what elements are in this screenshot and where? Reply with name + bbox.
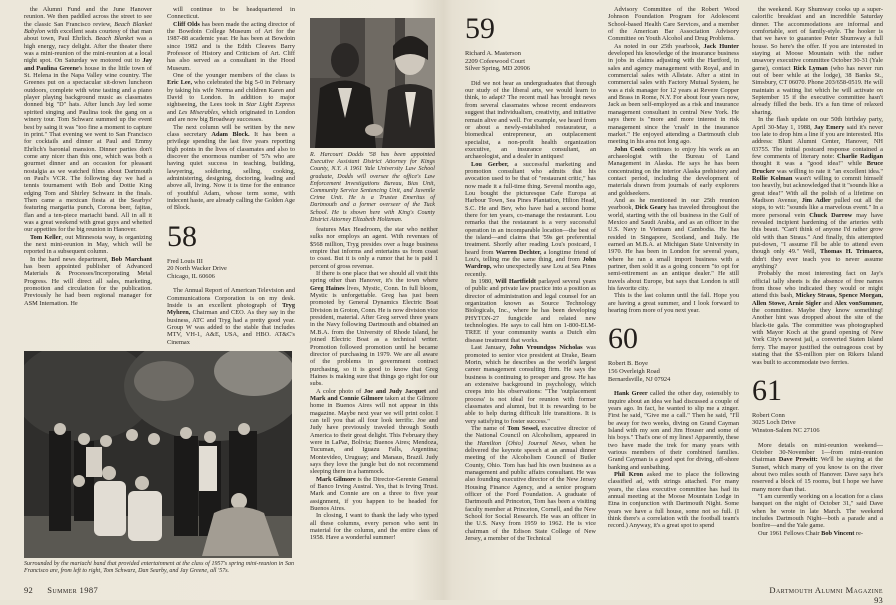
paragraph: Our 1961 Fellows Chair Bob Vincent re- (758, 529, 864, 537)
page-number-93: 93 (874, 595, 883, 605)
paragraph: The next column will be written by the new class secretary Adam Block. It has been a privilege spending the last five years reporting high points in the lives of classmates and also to discover the enormous number of '57s who are having quiet success in teaching, building, lawyering, soldiering, selling, cooking, administering, designing, doctoring, leading and above all, living. Now it is time for the entrance of youthful Adam, whose term some, with indecent haste, are already calling the Golden Age of Block. (167, 123, 295, 212)
paragraph: Phil Kron asked me to place the following classified ad, with strings attached. For many years, the class executive committee has had its annual meeting at the Moose Mountain Lodge in Etna in conjunction with Dartmouth Night. Some years we have a full house, some not so full. (I think there's a correlation with the football team's record.) Anyway, it's a great spot to spend (608, 471, 739, 530)
paragraph: A color photo of Joe and Judy Jacquet and Mark and Connie Gilmore taken at the Gilmore home in Buenos Aires will not appear in this magazine. Maybe next year we will print color. I can tell you that all four look terrific. Joe and Judy have previously traveled through South America to their great delight. This February they were in LaPaz, Bolivia; Buenos Aires; Mendoza, Tucuman, and Iguazu Falls, Argentina; Montevideo, Uruguay; and Manaus, Brazil. Judy says they love the jungle but do not recommend sleeping there in a hammock. (310, 387, 438, 476)
class-59-secretary-address: Richard A. Masterson 2209 Cofeewood Court Silver Spring, MD 20906 (465, 50, 530, 73)
class-60-column (608, 390, 739, 530)
class-60-secretary-address: Robert B. Boye 156 Overleigh Road Bernardsville, NJ 07924 (608, 360, 671, 383)
paragraph: "I am currently working on a location for a class banquet on the night of October 31," said Dave when he wrote in late March. The weekend includes Dartmouth Night—both a parade and a bonfire—and the Yale game. (752, 493, 883, 530)
paragraph: More details on mini-reunion weekend—October 30-November 1—from mini-reunion chairman Dave Prewitt: We'll be staying at the Sunset, which many of you know is on the river about two miles south of Hanover. Dave says he's reserved a block of 15 rooms, but I hope we have many more than that. (752, 441, 883, 493)
paragraph: Hank Greer called the other day, ostensibly to inquire about an idea we had discussed a couple of years ago. In fact, he wanted to slip me a zinger. First he said, "Give me a call." Then he said, "I'll be away for two weeks, diving on Grand Cayman Island with my son and Jim Houser and some of his boys." That's one of my lines! Apparently, these two have made the trek for many years with various members of their combined families. Grand Cayman is a good spot for diving, off-shore banking and sunbathing. (608, 390, 739, 471)
paragraph: features Max Headroom, the star who neither sulks nor employs an agent. With revenues of $568 million, Tryg presides over a huge business empire that informs and entertains us from coast to coast. But it is only a rumor that he is paid 1 percent of gross revenue. (310, 226, 438, 270)
paragraph: In the hard news department, Bob Marchant has been appointed publisher of Advanced Materials & Processes/Incorporating Metal Progress. He will direct all sales, marketing, promotion and circulation for the publication. Previously he had been regional manager for ASM Internation. He (24, 255, 152, 307)
photo-dodds-image (310, 18, 435, 148)
right-col-3 (752, 6, 883, 537)
paragraph: the Alumni Fund and the June Hanover reunion. We then paddled across the street to see the classic San Francisco review, Beach Blanket Babylon with excellent seats courtesy of that man about town, Paul Ehrlich. Beach Blanket was a high energy, racy delight. After the theater there was a mini-reunion of the mini-reunion at a local night spot. On Saturday we motored out to Jay and Paulina Greene's house in the little town of St. Helena in the Napa Valley wine country. The Greenes put on a spectacular sit-down luncheon outdoors, complete with wine tasting and a piano player playing background music as classmates donned big "D" hats. After lunch Jay led some spirited singing and Paulina took the gang on a winery tour. Tom Schwarz summed up the event best by saing it was "too fine a moment to capture in print." That evening we went to San Francisco for cocktails and dinner at Paul and Emmy Ehrlich's baronial mansion. Dinner parties don't come any nicer than this one, which was both a gourmet dinner and an occasion for pleasant nostalgia as we watched films about Dartmouth on Paul's VCR. The following day we had a tennis tournament with Bob and Dottie King edging Tom and Shirley Schwarz in the finals. Then came a mexican fiesta at the Searbys' featuring margarita punch, Corona beer, fajitas, flan and a ten-piece mariachi band. All in all it was a great weekend with great guys and whetted our appetites for the big reunion in Hanover. (24, 6, 153, 234)
right-col-1 (465, 6, 596, 542)
class-number-58: 58 (167, 219, 197, 253)
paragraph: Advisory Committee of the Robert Wood Johnson Foundation Program for Adolescent School-based Health Care Services, and a member of the American Bar Association Advisory Committee on Youth Alcohol and Drug Problems. (608, 6, 739, 43)
paragraph: the weekend. Kay Shumway cooks up a super-calorific breakfast and an incredible Saturday dinner. The accommodations are informal and comfortable, sort of family-style. The hooker is that we have to guarantee Peter Shumway a full house. So here's the offer. If you are interested in staying at Moose Mountain with the rather unsavory executive committee October 30-31 (Yale game), contact Rick Lyman (who has never run out of beer while at the lodge), 38 Banks St., Simsbury, CT 06070. Phone 203/658-0519. He will maintain a waiting list which he will activate on September 15 if the executive committee hasn't already filled the beds. It's a fun time of relaxed sharing. (752, 6, 883, 116)
photo-mariachi-image (24, 351, 292, 558)
paragraph: The Annual Report of American Television and Communications Corporation is on my desk. Inside is an excellent photograph of Tryg Myhren, Chairman and CEO. As they say in the business, ATC and Tryg had a pretty good year. Group W was added to the stable that includes MTV, VH-1, A&E, USA, and HBO. AT&C's Cinemax (167, 287, 295, 346)
paragraph: Tom Keller, out Minnesota way, is organizing the next mini-reunion in May, which will be reported in a subsequent column. (24, 233, 152, 256)
class-number-60: 60 (608, 322, 638, 356)
left-col-1 (24, 6, 152, 307)
paragraph: In closing, I want to thank the lady who typed all these columns, every person who sent in material for the column, and the entire class of 1958. Have a wonderful summer! (310, 512, 438, 542)
right-col-2 (608, 6, 739, 530)
paragraph: As noted in our 25th yearbook, Jack Hunter developed his knowledge of the insurance business in jobs in claims adjusting with the Hartford, in sales and agency management with Royal, and in commercial sales with Allstate. After a stint in commercial sales with Factory Mutual System, he was a risk manager for 12 years at Revere Copper and Brass in Rome, N.Y. For about four years now, Jack as been self-employed as a risk and insurance management consultant in central New York. He says there is "more and more interest in risk management since the 'crash' in the insurance market." He enjoyed attending a Dartmouth club meeting in his area not long ago. (608, 42, 739, 146)
photo-dodds-holtzman (310, 18, 435, 148)
class-59-continued (608, 6, 739, 314)
class-59-column (465, 80, 596, 543)
class-number-59: 59 (465, 12, 495, 45)
paragraph: Cliff Olds has been made the acting director of the Bowdoin College Museum of Art for the 1987-88 academic year. He has been at Bowdoin since 1982 and is the Edith Cleaves Barry Professor of History and Criticism of Art. Cliff has also served as a consultant in the Hood Museum. (167, 20, 295, 72)
paragraph: Probably the most interesting fact on Jay's official tally sheets is the absence of free names from those who indicated they would or might attend this bash, Mickey Straus, Spence Morgan, Allen Stowe, Arnie Sigler and Alex vonSummer, the committee. Maybe they know something! Another hint was dropped about the site of the black-tie gala. The committee was photographed with Mayor Koch at the grand opening of New York City's newest jail, a converted Staten Island ferry. The mayor justified the outrageous cost by stating that the $3-million pier on Rikers Island was built to accommodate two ferries. (752, 270, 883, 366)
class-60-continued (752, 6, 883, 366)
paragraph: John Cook continues to enjoy his work as an archaeologist with the Bureau of Land Management in Alaska. He says he has been concentrating on the interior Alaska prehistory and contact period, including the development of materials drawn from journals of early explorers and goldseekers. (608, 145, 739, 197)
class-number-61: 61 (752, 373, 782, 407)
paragraph: This is the last column until the fall. Hope you are having a great summer, and I look forward to hearing from more of you next year. (608, 292, 739, 315)
paragraph: Did we not hear as undergraduates that through our study of the liberal arts, we would learn to think, to adapt? The recent mail has brought news from several classmates whose recent endeavors suggest that individualism, creativity, and initiative remain alive and well. For example, we heard from or about a newly-established restaurateur, a biomedical entrepreneur, an outplacement specialist, a non-profit health organization executive, an insurance consultant, an archaeologist, and a dealer in antiques! (465, 79, 596, 161)
caption-mariachi: Surrounded by the mariachi band that provided entertainment at the class of 1957's spring mini-reunion in San Francisco are, from left to right, Tom Schwarz, Dan Searby, and Jay Greene, all '57s. (24, 561, 294, 575)
paragraph: Mark Gilmore is the Director-Gerente General of Banco Irving Austral. Yes, that is Irving Trust. Mark and Connie are on a three to five year assignment, if you happen to be headed for Buenos Aires. (310, 475, 438, 513)
page-number-92: 92 (24, 585, 33, 595)
class-57-continued (167, 6, 295, 212)
class-61-secretary-address: Robert Conn 3025 Loch Drive Winston-Salem NC 27106 (752, 411, 820, 435)
photo-mariachi-reunion (24, 351, 292, 558)
paragraph: The name of Tom Sessel, executive director of the National Council on Alcoholism, appeared in the Hamilton [Ohio] Journal News, when he delivered the keynote speech at an annual dinner meeting of the Alcoholism Council of Butler County, Ohio. Tom has had his own business as a management and public affairs consultant. He was also founding executive director of the New Jersey Housing Finance Agency, and a senior program officer of the Ford Foundation. A graduate of Dartmouth and Princeton, Tom has been a visiting faculty member at Princeton, Cornell, and the New School for Social Research. He was an officer in the U.S. Navy from 1959 to 1962. He is vice chairman of the Edison State College of New Jersey, a member of the Technical (465, 424, 597, 543)
paragraph: In 1980, Will Hartfieldt parlayed several years of public and private law practice into a position as director of administration and legal counsel for an organization known as Source Technology Biologicals, Inc., where he has been developing PHYTON-27 fungicide and related new technologies. He says to call him on 1-800-ELM-TREE if your community wants a Dutch elm disease treatment that works. (465, 278, 596, 344)
class-61-column (752, 442, 883, 537)
paragraph: will continue to be headquartered in Connecticut. (167, 6, 295, 21)
left-folio (24, 585, 98, 595)
class-58-secretary-address: Fred Louis III 20 North Wacker Drive Chicago, IL 60606 (167, 257, 227, 280)
paragraph: If there is one place that we should all visit this spring other than Hanover, it's the town where Greg Haines lives, Mystic, Conn. In full bloom, Mystic is unforgettable. Greg has just been promoted by General Dynamics Electric Boat Division in Groton, Conn. He is now division vice president, material. After Greg served three years in the Navy following Dartmouth and obtained an M.B.A. from the University of Rhode Island, he joined Electric Boat as a technical writer. Promotion followed promotion until he became director of purchasing in 1979. We are all aware of the problems in government contract purchasing, so it is good to know that Greg Haines is making sure that things go right for our subs. (310, 270, 438, 388)
left-col-2 (167, 6, 295, 346)
right-folio (752, 585, 883, 605)
caption-dodds: R. Harcourt Dodds '58 has been appointed Executive Assistant District Attorney for Kings County, N.Y. A 1961 Yale University Law School graduate, Dodds will oversee the office's Law Enforcement Investigations Bureau, Bias Unit, Community Service Sentencing Unit, and Juvenile Crime Unit. He is a Trustee Emeritus of Dartmouth and a former overseer of the Tuck School. He is shown here with King's County District Attorney Elizabeth Holtzman. (310, 152, 435, 223)
issue-label: Summer 1987 (47, 585, 99, 595)
paragraph: In the flash update on our 50th birthday party, April 30-May 1, 1988, Jay Emery said it's never too late to drop him a line if you are interested. His address: Blunt Alumni Center, Hanover, NH 03755. The initial postcard response contained a few comments of literary note: Charlie Radigan thought it was a "good idea!" while Bruce Drucker was willing to rate it "an excellent idea." Rollie Kolman wasn't willing to commit himself too heavily, but acknowledged that it "sounds like a great idea!" With all the polish of a lifetime on Madison Avenue, Jim Adler pulled out all the stops, to wit: "sounds like a marvelous event." In a more personal vein Chuck Darrow may have revealed incipient hardening of the arteries with this beaut. "Can't think of anyone I'd rather grow old with than Straus." And finally, this attempted put-down, "I assume I'll be able to attend even though only 49." Well, Thomas H. Trimarco, didn't they ever teach you to never assume anything? (752, 116, 884, 271)
paragraph: And as he mentioned in our 25th reunion yearbook, Dick Geary has traveled throughout the world, starting with the oil business in the Gulf of Mexico and Saudi Arabia, and as an officer in the U.S. Navy in Vietnam and Cambodia. He has resided in Singapore, Scotland, and Italy. He earned an M.B.A. at Michigan State University in 1970. He has been in London for several years, where he ran a small import business with a partner, then sold it as a going concern "to opt for semi-retirement as an antique dealer." He still travels about Europe, but says that London is still his favorite city. (608, 196, 740, 293)
magazine-name: Dartmouth Alumni Magazine (769, 585, 883, 595)
left-col-3 (310, 226, 438, 542)
paragraph: Lou Gerber, a successful marketing and promotion consultant who admits that his avocation used to be that of "restaurant critic," has now made it a full-time thing. Several months ago, Lou bought the picturesque Cafe Europa at Harbour Town, Sea Pines Plantation, Hilton Head, S.C. He and Bev, who have had a second home there for ten years, co-manage the restaurant. Lou remarks that the restaurant is a very successful operation in an incomparable location—the best of the island—and claims that '59s get preferential treatment. Shortly after reading Lou's postcard, I heard from Warren Dechter, a longtime friend of Lou's, telling me the same thing, and from John Wardrop, who unexpectedly saw Lou at Sea Pines recently. (465, 160, 596, 278)
paragraph: One of the younger members of the class is Eric Lee, who celebrated the big 5-0 in February by taking his wife Norma and children Karen and David to London. In addition to major sightseeing, the Lees took in Star Light Express and Les Miserables, which originated in London and are now big Broadway successes. (167, 72, 295, 124)
paragraph: Last January, John Vroundgos Nicholas was promoted to senior vice president at Drake, Beam Morin, which he describes as the world's largest career management consulting firm. He says the business is continuing to prosper and grow. He has an extensive background in psychology, which creeps into his observations: "The 'outplacement process' is not ideal for reunion with former classmates and alumni, but it is rewarding to be able to help during difficult life transitions. It is very satisfying to foster success." (465, 344, 596, 425)
class-58-column (167, 287, 295, 346)
